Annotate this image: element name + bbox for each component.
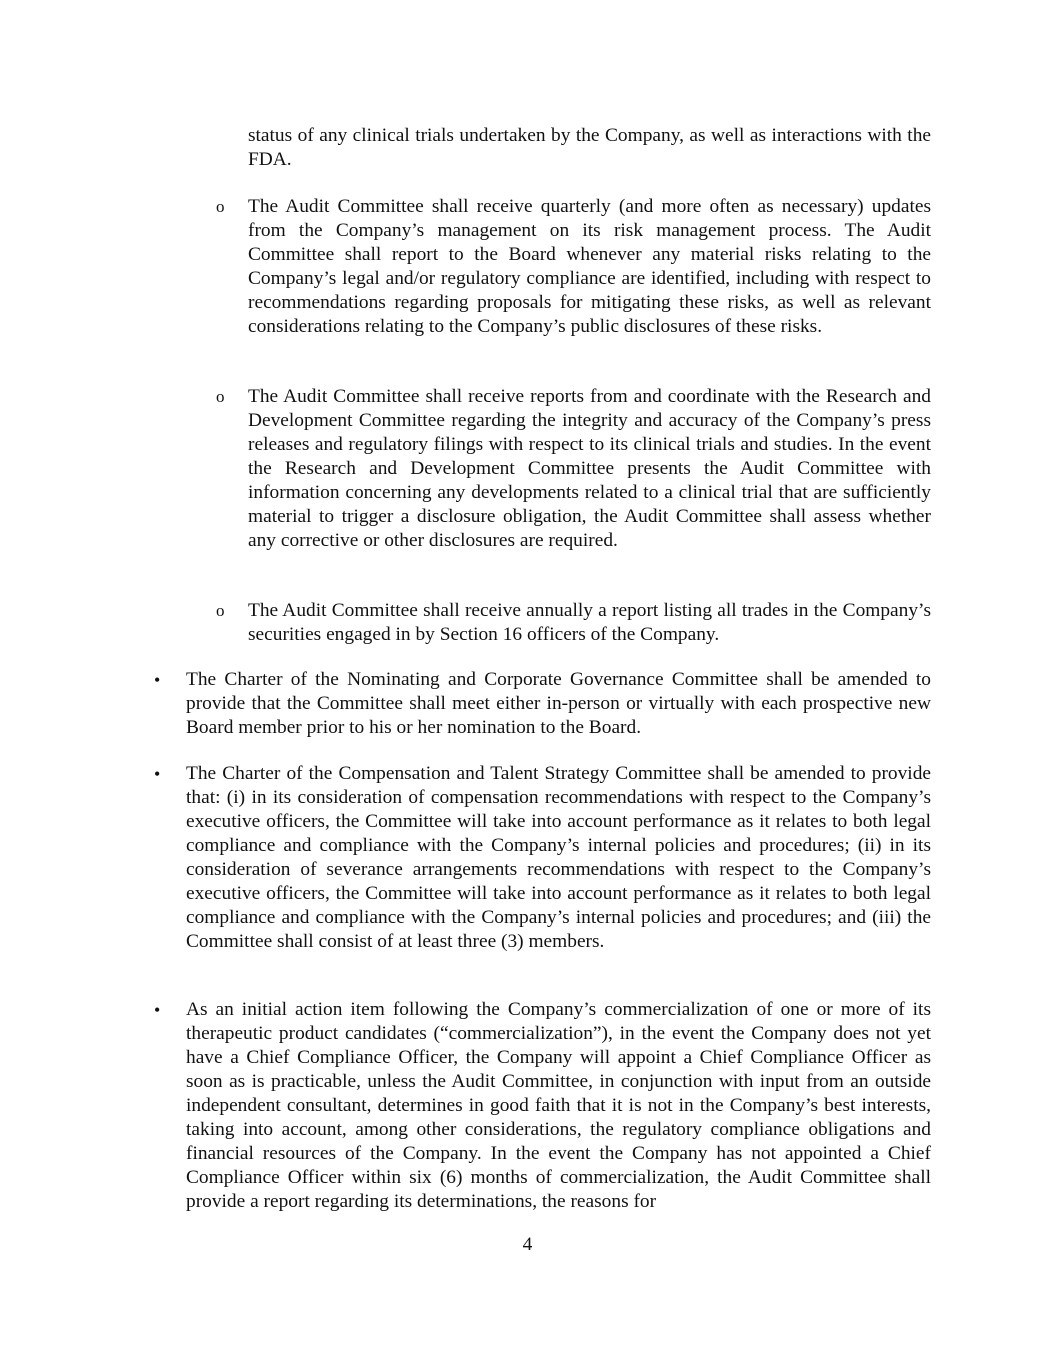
sub-item-text: The Audit Committee shall receive reports from and coordinate with the Research and Development Committee regarding the integrity and accuracy of the Company’s press releases and regulatory filings with respect to its clinical trials and studies. In the event the Research and Development Committee presents the Audit Committee with information concerning any developments related to a clinical trial that are sufficiently material to trigger a disclosure obligation, the Audit Committee shall assess whether any corrective or other disclosures are required. — [248, 386, 931, 551]
page-number: 4 — [522, 1234, 533, 1255]
sub-bullet-marker: o — [216, 197, 225, 216]
bullet-marker: • — [154, 764, 161, 784]
bullet-marker: • — [154, 1000, 161, 1020]
sub-list-item — [216, 385, 931, 553]
bullet-item-text: As an initial action item following the Company’s commercialization of one or more of its therapeutic product candidates (“commercialization”), in the event the Company does not yet have a Chief Compliance Officer, the Company will appoint a Chief Compliance Officer as soon as is practicable, unless the Audit Committee, in conjunction with input from an outside independent consultant, determines in good faith that it is not in the Company’s best interests, taking into account, among other considerations, the regulatory compliance obligations and financial resources of the Company. In the event the Company has not appointed a Chief Compliance Officer within six (6) months of commercialization, the Audit Committee shall provide a report regarding its determinations, the reasons for — [186, 999, 931, 1212]
sub-list-item — [216, 195, 931, 339]
sub-item-text: The Audit Committee shall receive annually a report listing all trades in the Company’s securities engaged in by Section 16 officers of the Company. — [248, 600, 931, 645]
bullet-item-text: The Charter of the Compensation and Talent Strategy Committee shall be amended to provide that: (i) in its consideration of compensation recommendations with respect to the Company’s executive officers, the Committee will take into account performance as it relates to both legal compliance and compliance with the Company’s internal policies and procedures; (ii) in its consideration of severance arrangements recommendations with respect to the Company’s executive officers, the Committee will take into account performance as it relates to both legal compliance and compliance with the Company’s internal policies and procedures; and (iii) the Committee shall consist of at least three (3) members. — [186, 763, 931, 952]
bullet-item — [154, 668, 931, 740]
continuation-paragraph: status of any clinical trials undertaken by the Company, as well as interactions with the FDA. — [248, 125, 931, 170]
bullet-item — [154, 762, 931, 954]
sub-list-item — [216, 599, 931, 647]
sub-bullet-marker: o — [216, 601, 225, 620]
sub-item-text: The Audit Committee shall receive quarterly (and more often as necessary) updates from the Company’s management on its risk management process. The Audit Committee shall report to the Board whenever any material risks relating to the Company’s legal and/or regulatory compliance are identified, including with respect to recommendations regarding proposals for mitigating these risks, as well as relevant considerations relating to the Company’s public disclosures of these risks. — [248, 196, 931, 337]
bullet-item — [154, 998, 931, 1214]
bullet-marker: • — [154, 670, 161, 690]
bullet-item-text: The Charter of the Nominating and Corporate Governance Committee shall be amended to provide that the Committee shall meet either in-person or virtually with each prospective new Board member prior to his or her nomination to the Board. — [186, 669, 931, 738]
sub-bullet-marker: o — [216, 387, 225, 406]
